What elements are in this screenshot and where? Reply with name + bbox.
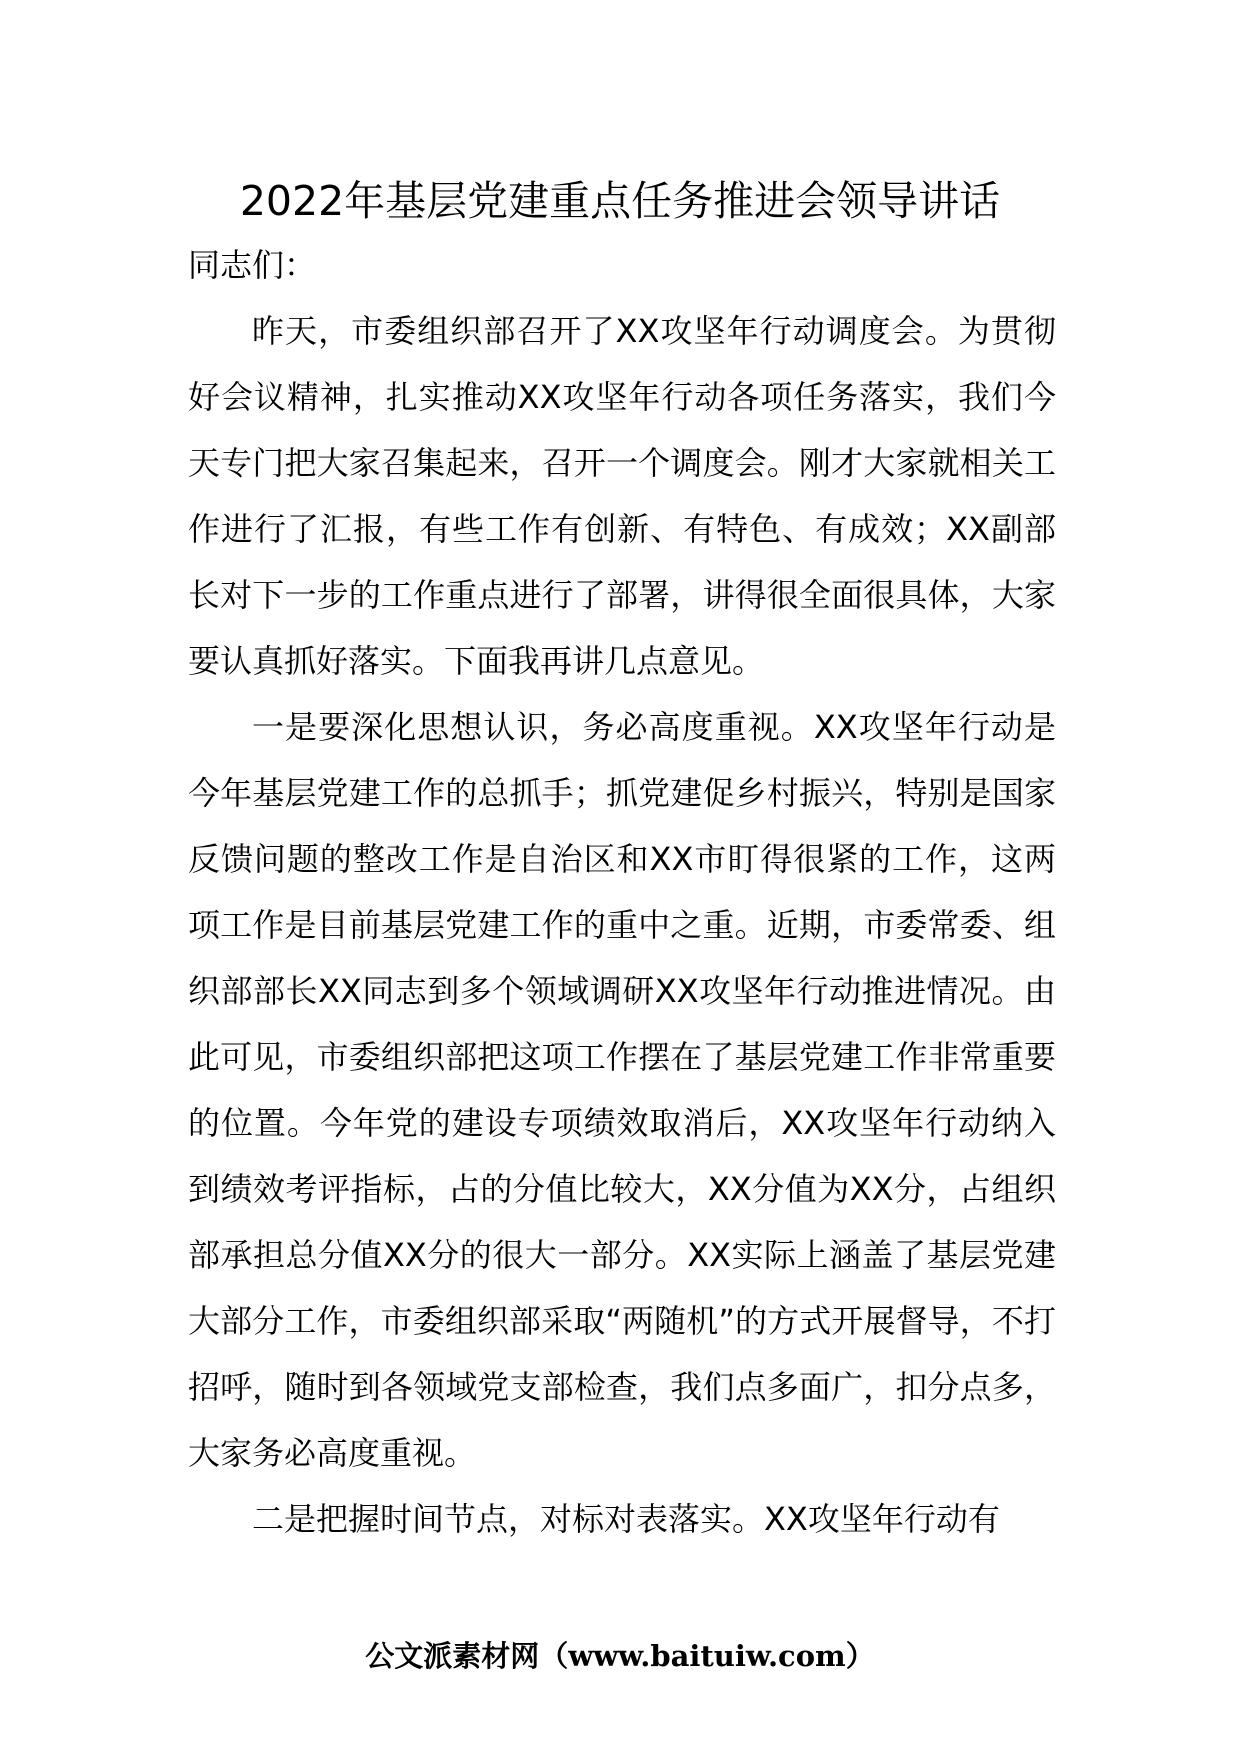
footer-watermark: 公文派素材网（www.baituiw.com） xyxy=(365,1639,875,1673)
paragraph-point-two: 二是把握时间节点，对标对表落实。XX攻坚年行动有 xyxy=(252,1500,1000,1538)
paragraph-intro: 昨天，市委组织部召开了XX攻坚年行动调度会。为贯彻好会议精神，扎实推动XX攻坚年行动各项任务落实，我们今天专门把大家召集起来，召开一个调度会。刚才大家就相关工作进行了汇报，有些工作有创新、有特色、有成效；XX副部长对下一步的工作重点进行了部署，讲得很全面很具体，大家要认真抓好落实。下面我再讲几点意见。 xyxy=(188,312,1056,680)
paragraph-point-one: 一是要深化思想认识，务必高度重视。XX攻坚年行动是今年基层党建工作的总抓手；抓党建促乡村振兴，特别是国家反馈问题的整改工作是自治区和XX市盯得很紧的工作，这两项工作是目前基层党建工作的重中之重。近期，市委常委、组织部部长XX同志到多个领域调研XX攻坚年行动推进情况。由此可见，市委组织部把这项工作摆在了基层党建工作非常重要的位置。今年党的建设专项绩效取消后，XX攻坚年行动纳入到绩效考评指标，占的分值比较大，XX分值为XX分，占组织部承担总分值XX分的很大一部分。XX实际上涵盖了基层党建大部分工作，市委组织部采取“两随机”的方式开展督导，不打招呼，随时到各领域党支部检查，我们点多面广，扣分点多，大家务必高度重视。 xyxy=(188,708,1056,1472)
salutation: 同志们： xyxy=(188,246,317,284)
document-body xyxy=(188,298,1056,1552)
document-title: 2022年基层党建重点任务推进会领导讲话 xyxy=(239,177,1001,225)
